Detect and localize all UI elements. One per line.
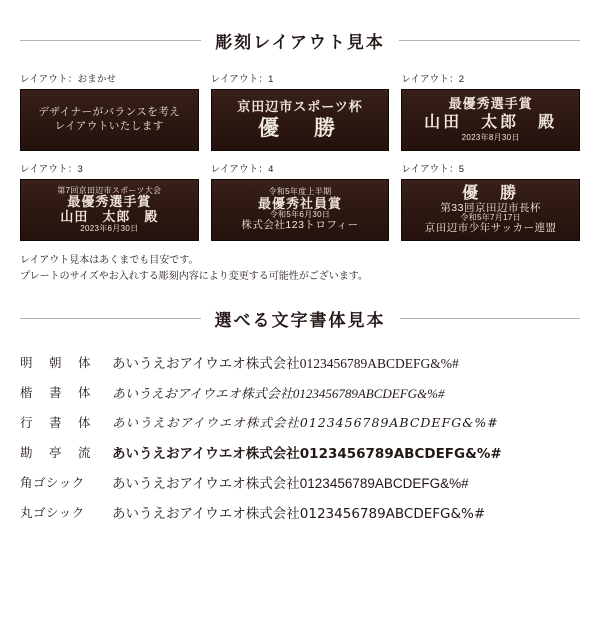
plate-line: 山田 太郎 殿: [424, 113, 558, 131]
font-sample-text: あいうえおアイウエオ株式会社0123456789ABCDEFG&%#: [112, 476, 469, 491]
plate-text-block: [217, 100, 383, 140]
section-header-layout: [20, 28, 580, 53]
plate-text-block: [26, 187, 192, 234]
note-line-2: プレートのサイズやお入れする彫刻内容により変更する可能性がございます。: [20, 270, 368, 282]
layout-label: レイアウト：2: [401, 74, 465, 85]
font-sample-row: [20, 437, 580, 467]
plate-line: 最優秀選手賞: [448, 96, 533, 112]
font-sample-text: あいうえおアイウエオ株式会社0123456789ABCDEFG&%#: [112, 506, 486, 522]
header-rule-right: [400, 318, 581, 319]
note-line-1: レイアウト見本はあくまでも目安です。: [20, 255, 199, 266]
plate-line: 第7回京田辺市スポーツ大会: [57, 185, 162, 195]
section-header-fonts: [20, 306, 580, 331]
engraving-plate: [211, 179, 390, 241]
font-sample-text: あいうえおアイウエオ株式会社0123456789ABCDEFG&%#: [112, 385, 445, 401]
layout-sample-item: [211, 71, 390, 151]
plate-line: 優 勝: [462, 184, 520, 202]
font-name: 行 書 体: [20, 416, 93, 430]
engraving-plate: [20, 89, 199, 151]
font-name: 角ゴシック: [20, 476, 85, 490]
disclaimer-notes: [20, 253, 580, 284]
header-rule-left: [20, 318, 201, 319]
plate-line: 令和5年6月30日: [269, 210, 331, 220]
font-sample-row: [20, 377, 580, 407]
font-name: 明 朝 体: [20, 356, 93, 370]
plate-text-block: [26, 107, 192, 133]
layout-label: レイアウト：1: [210, 74, 274, 85]
font-sample-table: [20, 347, 580, 527]
font-sample-row: [20, 347, 580, 377]
layout-sample-item: [20, 71, 199, 151]
plate-line: 最優秀選手賞: [67, 194, 152, 210]
plate-line: 株式会社123トロフィー: [241, 219, 359, 232]
layout-sample-item: [401, 161, 580, 241]
font-sample-row: [20, 407, 580, 437]
font-name: 勘 亭 流: [20, 446, 93, 460]
engraving-plate: [401, 179, 580, 241]
plate-line: 第33回京田辺市長杯: [440, 201, 541, 214]
font-sample-text: あいうえおアイウエオ株式会社0123456789ABCDEFG&%#: [112, 446, 502, 462]
engraving-sample-page: [0, 28, 600, 628]
plate-line: 令和5年度上半期: [268, 186, 332, 196]
fonts-title: 選べる文字書体見本: [214, 311, 386, 330]
engraving-plate: [211, 89, 390, 151]
header-rule-right: [399, 40, 580, 41]
plate-line: レイアウトいたします: [54, 120, 164, 132]
font-name: 丸ゴシック: [20, 506, 85, 520]
plate-line: 山田 太郎 殿: [60, 209, 159, 224]
header-rule-left: [20, 40, 201, 41]
layout-sample-item: [20, 161, 199, 241]
layout-sample-item: [211, 161, 390, 241]
plate-line: 2023年6月30日: [80, 223, 139, 233]
plate-line: デザイナーがバランスを考え: [38, 106, 181, 119]
plate-line: 2023年8月30日: [461, 132, 520, 142]
font-name: 楷 書 体: [20, 386, 93, 400]
plate-text-block: [217, 188, 383, 232]
layout-label: レイアウト：5: [401, 164, 465, 175]
plate-line: 優 勝: [257, 116, 342, 140]
plate-line: 最優秀社員賞: [257, 195, 342, 211]
layout-sample-item: [401, 71, 580, 151]
plate-line: 京田辺市少年サッカー連盟: [424, 222, 557, 235]
layout-label: レイアウト：おまかせ: [20, 74, 117, 85]
font-sample-row: [20, 467, 580, 497]
plate-line: 令和5年7月17日: [460, 213, 521, 223]
engraving-plate: [401, 89, 580, 151]
engraving-plate: [20, 179, 199, 241]
layout-label: レイアウト：4: [210, 164, 274, 175]
plate-text-block: [408, 97, 574, 142]
plate-line: 京田辺市スポーツ杯: [237, 98, 363, 114]
page-title: 彫刻レイアウト見本: [215, 33, 385, 52]
layout-label: レイアウト：3: [20, 164, 83, 175]
layout-sample-grid: [20, 71, 580, 241]
plate-text-block: [408, 185, 574, 235]
font-sample-text: あいうえおアイウエオ株式会社0123456789ABCDEFG&%#: [112, 415, 499, 430]
font-sample-text: あいうえおアイウエオ株式会社0123456789ABCDEFG&%#: [112, 356, 459, 371]
font-sample-row: [20, 497, 580, 527]
